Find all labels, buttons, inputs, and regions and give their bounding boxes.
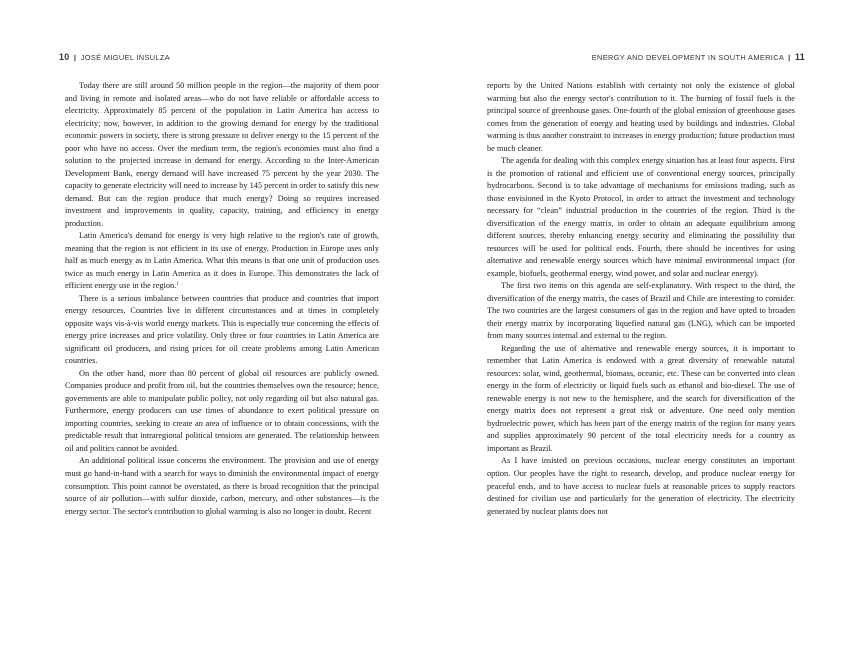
- paragraph: The first two items on this agenda are self-explanatory. With respect to the third, the diversification of the energy matrix, the cases of Brazil and Chile are interesting to consider. The two countries are the largest consumers of gas in the region and have opted to broaden their energy matrix by incorporating liquefied natural gas (LNG), which can be imported from many sources internal and external to the region.: [487, 281, 795, 341]
- paragraph: On the other hand, more than 80 percent of global oil resources are publicly owned. Companies produce and profit from oil, but the countries themselves own the resource; hence, governments are able to manipulate public policy, not only regarding oil but also natural gas. Furthermore, energy producers can use times of abundance to exert political pressure on importing countries, seeking to create an area of influence or to obtain concessions, with the predictable result that intraregional political tensions are generated. The relationship between oil and politics cannot be avoided.: [65, 368, 379, 453]
- right-header-separator: |: [788, 53, 791, 62]
- paragraph: Regarding the use of alternative and renewable energy sources, it is important to remember that Latin America is endowed with a great diversity of renewable natural resources: solar, wind, geothermal, biomass, oceanic, etc. These can be converted into clean energy in the form of electricity or liquid fuels such as ethanol and bio-diesel. The use of renewable energy is not new to the hemisphere, and the search for diversification of the energy matrix does not represent a great risk or adventure. One need only mention hydroelectric power, which has been part of the energy matrix of the region for many years and supplies approximately 90 percent of the total electricity needs for a country as important as Brazil.: [487, 343, 795, 453]
- right-body-text: [487, 80, 795, 518]
- right-chapter-title: ENERGY AND DEVELOPMENT IN SOUTH AMERICA: [591, 53, 784, 62]
- right-running-head: [592, 52, 805, 62]
- paragraph: The agenda for dealing with this complex energy situation has at least four aspects. First is the promotion of rational and efficient use of conventional energy sources, principally hydrocarbons. Second is to take advantage of mechanisms for emissions trading, such as those envisioned in the Kyoto Protocol, in order to attract the investment and technology necessary for “clean” industrial production in the countries of the region. Third is the diversification of the energy matrix, in order to obtain an adequate equilibrium among different sources, thereby enhancing energy security and eliminating the possibility that resources will be used for political ends. Fourth, there should be incentives for using alternative and renewable energy sources which have minimal environmental impact (for example, biofuels, geothermal energy, wind power, and solar and nuclear energy).: [487, 156, 795, 278]
- left-running-head: [59, 52, 170, 62]
- paragraph: [65, 230, 379, 293]
- left-author-name: JOSÉ MIGUEL INSULZA: [80, 53, 171, 62]
- right-page-number: 11: [795, 52, 805, 62]
- right-page: [432, 0, 864, 648]
- left-body-text: [65, 80, 379, 518]
- footnote-marker: 1: [176, 282, 179, 288]
- paragraph: reports by the United Nations establish with certainty not only the existence of global warming but also the energy sector's contribution to it. The burning of fossil fuels is the principal source of greenhouse gases. One-fourth of the global emission of greenhouse gases comes from the generation of energy and heating used by buildings and industries. Global warming is thus another constraint to increases in energy production; future production must be much cleaner.: [487, 81, 795, 153]
- left-header-separator: |: [73, 53, 77, 62]
- left-page-number: 10: [59, 52, 70, 62]
- paragraph: An additional political issue concerns the environment. The provision and use of energy must go hand-in-hand with a search for ways to diminish the environmental impact of energy consumption. This point cannot be overstated, as there is broad recognition that the principal source of air pollution—with sulfur dioxide, carbon, mercury, and other substances—is the energy sector. The sector's contribution to global warming is also no longer in doubt. Recent: [65, 456, 379, 516]
- paragraph-text: Latin America's demand for energy is very high relative to the region's rate of growth, meaning that the region is not efficient in its use of energy. Production in Europe uses only half as much energy as in Latin America. What this means is that one unit of production uses twice as much energy in Latin America as it does in Europe. This demonstrates the lack of efficient energy use in the region.: [65, 231, 379, 291]
- paragraph: As I have insisted on previous occasions, nuclear energy constitutes an important option. Our peoples have the right to research, develop, and produce nuclear energy for peaceful ends, and to have access to nuclear fuels at reasonable prices to supply reactors destined for civilian use and particularly for the generation of electricity. The electricity generated by nuclear plants does not: [487, 456, 795, 516]
- paragraph: There is a serious imbalance between countries that produce and countries that import energy resources. Countries live in different circumstances and at times in completely opposite ways vis-à-vis world energy markets. This is especially true concerning the effects of energy price increases and price volatility. Only three or four countries in Latin America are significant oil producers, and rising prices for oil create problems among Latin American countries.: [65, 293, 379, 366]
- paragraph: Today there are still around 50 million people in the region—the majority of them poor and living in remote and isolated areas—who do not have reliable or affordable access to electricity. Approximately 85 percent of the population in Latin America has access to electricity; now, however, in addition to the growing demand for energy by the traditional economic powers in society, there is strong pressure to deliver energy to the 15 percent of the poor who have no access. Over the medium term, the region's economies must also find a solution to the projected increase in demand for energy. According to the Inter-American Development Bank, energy demand will have increased 75 percent by the year 2030. The capacity to generate electricity will need to increase by 145 percent in order to satisfy this new demand. But can the region produce that much energy? Doing so requires increased investment and improvements in quality, capacity, training, and efficiency in energy production.: [65, 81, 379, 228]
